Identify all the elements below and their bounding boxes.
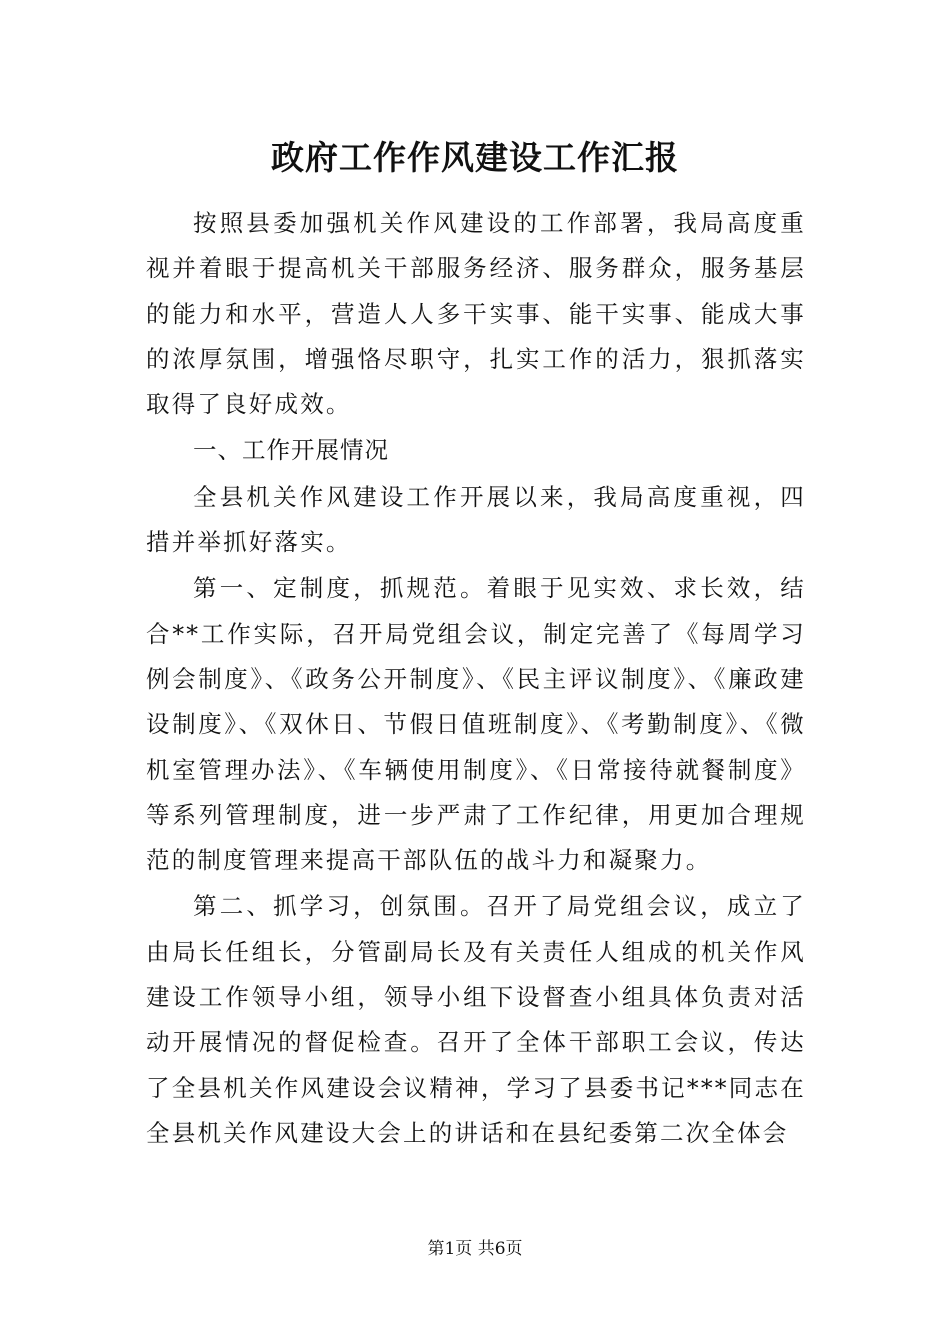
page-number-footer: 第1页 共6页 [427,1239,523,1259]
second-measure-paragraph: 第二、抓学习，创氛围。召开了局党组会议，成立了由局长任组长，分管副局长及有关责任人组成的机关作风建设工作领导小组，领导小组下设督查小组具体负责对活动开展情况的督促检查。召开了全体干部职工会议，传达了全县机关作风建设会议精神，学习了县委书记***同志在全县机关作风建设大会上的讲话和在县纪委第二次全体会 [146,892,806,1147]
first-measure-paragraph: 第一、定制度，抓规范。着眼于见实效、求长效，结合**工作实际，召开局党组会议，制定完善了《每周学习例会制度》、《政务公开制度》、《民主评议制度》、《廉政建设制度》、《双休日、节假日值班制度》、《考勤制度》、《微机室管理办法》、《车辆使用制度》、《日常接待就餐制度》等系列管理制度，进一步严肃了工作纪律，用更加合理规范的制度管理来提高干部队伍的战斗力和凝聚力。 [146,574,806,875]
document-title: 政府工作作风建设工作汇报 [271,138,679,177]
document-body [146,201,806,1157]
section-heading: 一、工作开展情况 [193,436,389,465]
section-intro-paragraph: 全县机关作风建设工作开展以来，我局高度重视，四措并举抓好落实。 [146,482,806,557]
intro-paragraph: 按照县委加强机关作风建设的工作部署，我局高度重视并着眼于提高机关干部服务经济、服务群众，服务基层的能力和水平，营造人人多干实事、能干实事、能成大事的浓厚氛围，增强恪尽职守，扎实工作的活力，狠抓落实取得了良好成效。 [146,209,806,419]
